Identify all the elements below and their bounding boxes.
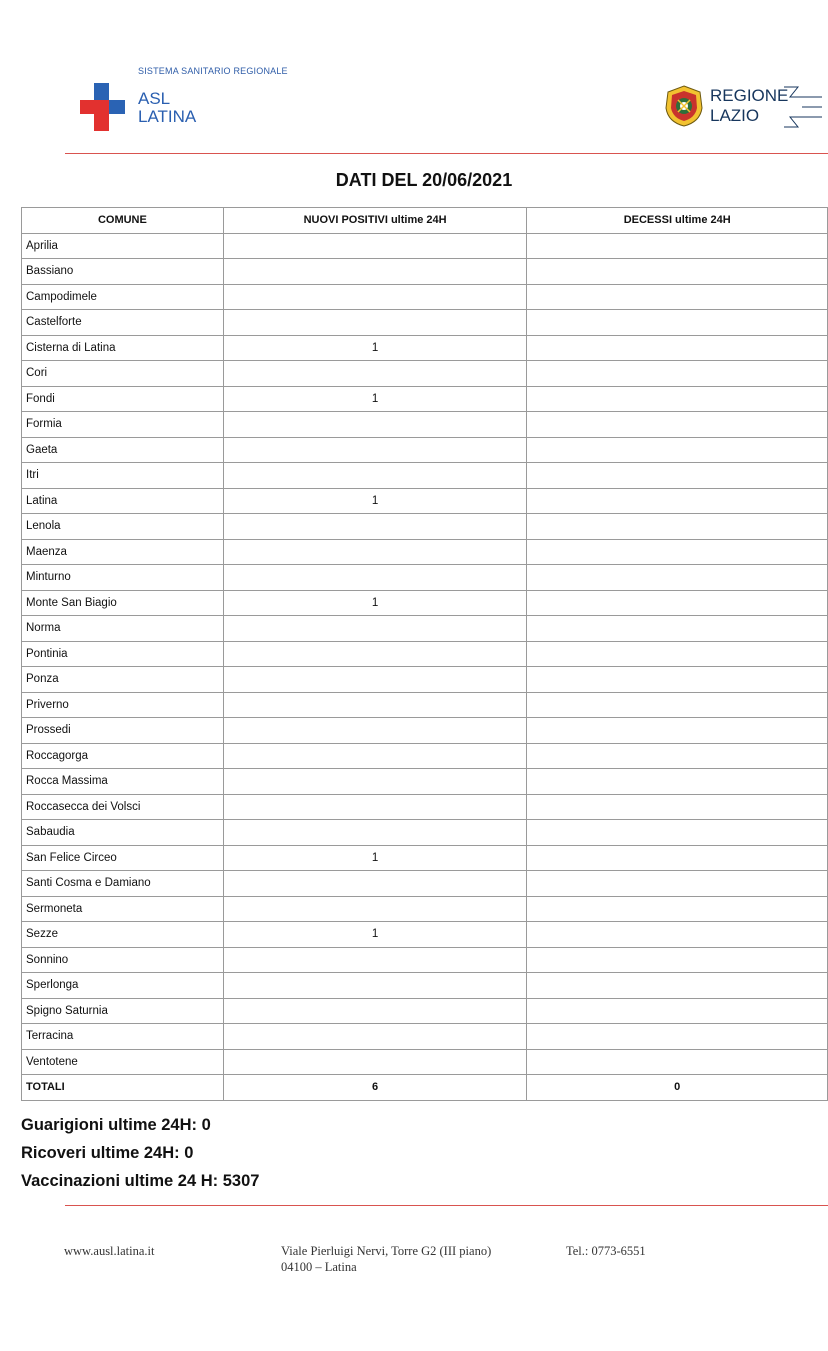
decessi-cell xyxy=(527,896,828,922)
totals-decessi: 0 xyxy=(527,1075,828,1101)
comune-cell: Campodimele xyxy=(22,284,224,310)
asl-latina-logo xyxy=(80,66,340,136)
footer-address-line2: 04100 – Latina xyxy=(281,1260,357,1274)
decessi-cell xyxy=(527,488,828,514)
nuovi-positivi-cell xyxy=(223,539,527,565)
table-row xyxy=(22,514,828,540)
comune-cell: Spigno Saturnia xyxy=(22,998,224,1024)
decessi-cell xyxy=(527,692,828,718)
totals-row xyxy=(22,1075,828,1101)
table-row xyxy=(22,1024,828,1050)
decessi-cell xyxy=(527,437,828,463)
nuovi-positivi-cell xyxy=(223,692,527,718)
comune-cell: Bassiano xyxy=(22,259,224,285)
decessi-cell xyxy=(527,718,828,744)
table-row xyxy=(22,590,828,616)
summary-block xyxy=(21,1111,259,1195)
lazio-line2: LAZIO xyxy=(710,106,760,125)
nuovi-positivi-cell: 1 xyxy=(223,386,527,412)
table-row xyxy=(22,463,828,489)
table-row xyxy=(22,743,828,769)
nuovi-positivi-cell xyxy=(223,820,527,846)
table-row xyxy=(22,616,828,642)
nuovi-positivi-cell xyxy=(223,641,527,667)
totals-label: TOTALI xyxy=(22,1075,224,1101)
comune-cell: Formia xyxy=(22,412,224,438)
footer-address-line1: Viale Pierluigi Nervi, Torre G2 (III piano) xyxy=(281,1244,492,1258)
nuovi-positivi-cell xyxy=(223,871,527,897)
comune-cell: Gaeta xyxy=(22,437,224,463)
table-row xyxy=(22,310,828,336)
decessi-cell xyxy=(527,412,828,438)
nuovi-positivi-cell xyxy=(223,1024,527,1050)
nuovi-positivi-cell xyxy=(223,718,527,744)
guarigioni-line: Guarigioni ultime 24H: 0 xyxy=(21,1116,211,1134)
nuovi-positivi-cell xyxy=(223,743,527,769)
table-row xyxy=(22,845,828,871)
comune-cell: Sabaudia xyxy=(22,820,224,846)
decessi-cell xyxy=(527,335,828,361)
lazio-line1: REGIONE xyxy=(710,86,789,105)
decessi-cell xyxy=(527,871,828,897)
nuovi-positivi-cell xyxy=(223,259,527,285)
nuovi-positivi-cell xyxy=(223,412,527,438)
decessi-cell xyxy=(527,641,828,667)
regione-lazio-logo xyxy=(664,84,824,132)
decessi-cell xyxy=(527,361,828,387)
comune-cell: Lenola xyxy=(22,514,224,540)
comune-cell: Rocca Massima xyxy=(22,769,224,795)
footer-divider xyxy=(65,1205,828,1206)
decessi-cell xyxy=(527,1024,828,1050)
decessi-cell xyxy=(527,310,828,336)
table-row xyxy=(22,233,828,259)
table-row xyxy=(22,692,828,718)
table-row xyxy=(22,896,828,922)
decessi-cell xyxy=(527,820,828,846)
nuovi-positivi-cell xyxy=(223,361,527,387)
nuovi-positivi-cell xyxy=(223,463,527,489)
comune-cell: Maenza xyxy=(22,539,224,565)
table-row xyxy=(22,922,828,948)
decessi-cell xyxy=(527,590,828,616)
decessi-cell xyxy=(527,743,828,769)
nuovi-positivi-cell xyxy=(223,667,527,693)
table-row xyxy=(22,947,828,973)
table-row xyxy=(22,718,828,744)
comune-cell: Cori xyxy=(22,361,224,387)
nuovi-positivi-cell xyxy=(223,973,527,999)
nuovi-positivi-cell xyxy=(223,769,527,795)
nuovi-positivi-cell: 1 xyxy=(223,590,527,616)
comune-cell: Sezze xyxy=(22,922,224,948)
nuovi-positivi-cell xyxy=(223,310,527,336)
nuovi-positivi-cell xyxy=(223,616,527,642)
comune-cell: Sonnino xyxy=(22,947,224,973)
comune-cell: Cisterna di Latina xyxy=(22,335,224,361)
asl-name xyxy=(138,90,196,126)
comune-cell: Ponza xyxy=(22,667,224,693)
comune-cell: Priverno xyxy=(22,692,224,718)
decessi-cell xyxy=(527,616,828,642)
comune-cell: Minturno xyxy=(22,565,224,591)
decessi-cell xyxy=(527,922,828,948)
comune-cell: Santi Cosma e Damiano xyxy=(22,871,224,897)
table-row xyxy=(22,667,828,693)
comune-cell: Ventotene xyxy=(22,1049,224,1075)
decessi-cell xyxy=(527,769,828,795)
vaccinazioni-line: Vaccinazioni ultime 24 H: 5307 xyxy=(21,1172,260,1190)
table-row xyxy=(22,284,828,310)
nuovi-positivi-cell xyxy=(223,284,527,310)
comune-cell: Aprilia xyxy=(22,233,224,259)
asl-subtitle: SISTEMA SANITARIO REGIONALE xyxy=(138,66,288,76)
comune-cell: Norma xyxy=(22,616,224,642)
ricoveri-line: Ricoveri ultime 24H: 0 xyxy=(21,1144,194,1162)
table-row xyxy=(22,973,828,999)
comune-cell: Sermoneta xyxy=(22,896,224,922)
comune-cell: Castelforte xyxy=(22,310,224,336)
table-header-row xyxy=(22,208,828,234)
col-header-decessi: DECESSI ultime 24H xyxy=(527,208,828,234)
lazio-arrows-icon xyxy=(784,84,824,130)
table-row xyxy=(22,820,828,846)
decessi-cell xyxy=(527,259,828,285)
comune-cell: Latina xyxy=(22,488,224,514)
totals-nuovi-positivi: 6 xyxy=(223,1075,527,1101)
table-row xyxy=(22,488,828,514)
comune-cell: San Felice Circeo xyxy=(22,845,224,871)
page-title: DATI DEL 20/06/2021 xyxy=(335,170,513,190)
asl-line2: LATINA xyxy=(138,107,197,126)
nuovi-positivi-cell: 1 xyxy=(223,845,527,871)
decessi-cell xyxy=(527,973,828,999)
comune-cell: Monte San Biagio xyxy=(22,590,224,616)
comune-cell: Prossedi xyxy=(22,718,224,744)
decessi-cell xyxy=(527,794,828,820)
nuovi-positivi-cell xyxy=(223,565,527,591)
decessi-cell xyxy=(527,998,828,1024)
comune-cell: Roccagorga xyxy=(22,743,224,769)
table-row xyxy=(22,412,828,438)
nuovi-positivi-cell xyxy=(223,437,527,463)
table-row xyxy=(22,335,828,361)
comune-cell: Sperlonga xyxy=(22,973,224,999)
asl-line1: ASL xyxy=(138,89,171,108)
nuovi-positivi-cell xyxy=(223,1049,527,1075)
nuovi-positivi-cell xyxy=(223,896,527,922)
footer-address xyxy=(281,1243,491,1275)
lazio-name xyxy=(710,86,788,126)
footer-website[interactable]: www.ausl.latina.it xyxy=(64,1244,155,1258)
nuovi-positivi-cell xyxy=(223,998,527,1024)
footer-phone: Tel.: 0773-6551 xyxy=(566,1244,646,1258)
decessi-cell xyxy=(527,463,828,489)
table-row xyxy=(22,769,828,795)
decessi-cell xyxy=(527,845,828,871)
comune-cell: Pontinia xyxy=(22,641,224,667)
nuovi-positivi-cell xyxy=(223,233,527,259)
col-header-nuovi-positivi: NUOVI POSITIVI ultime 24H xyxy=(223,208,527,234)
comune-cell: Itri xyxy=(22,463,224,489)
decessi-cell xyxy=(527,947,828,973)
decessi-cell xyxy=(527,565,828,591)
col-header-comune: COMUNE xyxy=(22,208,224,234)
decessi-cell xyxy=(527,539,828,565)
nuovi-positivi-cell xyxy=(223,947,527,973)
data-table xyxy=(21,207,828,1101)
table-row xyxy=(22,565,828,591)
table-row xyxy=(22,794,828,820)
decessi-cell xyxy=(527,1049,828,1075)
nuovi-positivi-cell: 1 xyxy=(223,335,527,361)
table-row xyxy=(22,641,828,667)
nuovi-positivi-cell: 1 xyxy=(223,922,527,948)
decessi-cell xyxy=(527,667,828,693)
table-row xyxy=(22,1049,828,1075)
decessi-cell xyxy=(527,514,828,540)
decessi-cell xyxy=(527,386,828,412)
lazio-seal-icon xyxy=(664,84,704,128)
table-row xyxy=(22,259,828,285)
comune-cell: Roccasecca dei Volsci xyxy=(22,794,224,820)
table-row xyxy=(22,998,828,1024)
table-row xyxy=(22,361,828,387)
decessi-cell xyxy=(527,284,828,310)
comune-cell: Fondi xyxy=(22,386,224,412)
table-row xyxy=(22,871,828,897)
nuovi-positivi-cell xyxy=(223,794,527,820)
decessi-cell xyxy=(527,233,828,259)
header-divider xyxy=(65,153,828,154)
table-row xyxy=(22,539,828,565)
comune-cell: Terracina xyxy=(22,1024,224,1050)
table-row xyxy=(22,437,828,463)
nuovi-positivi-cell: 1 xyxy=(223,488,527,514)
cross-icon xyxy=(80,83,125,131)
nuovi-positivi-cell xyxy=(223,514,527,540)
table-row xyxy=(22,386,828,412)
